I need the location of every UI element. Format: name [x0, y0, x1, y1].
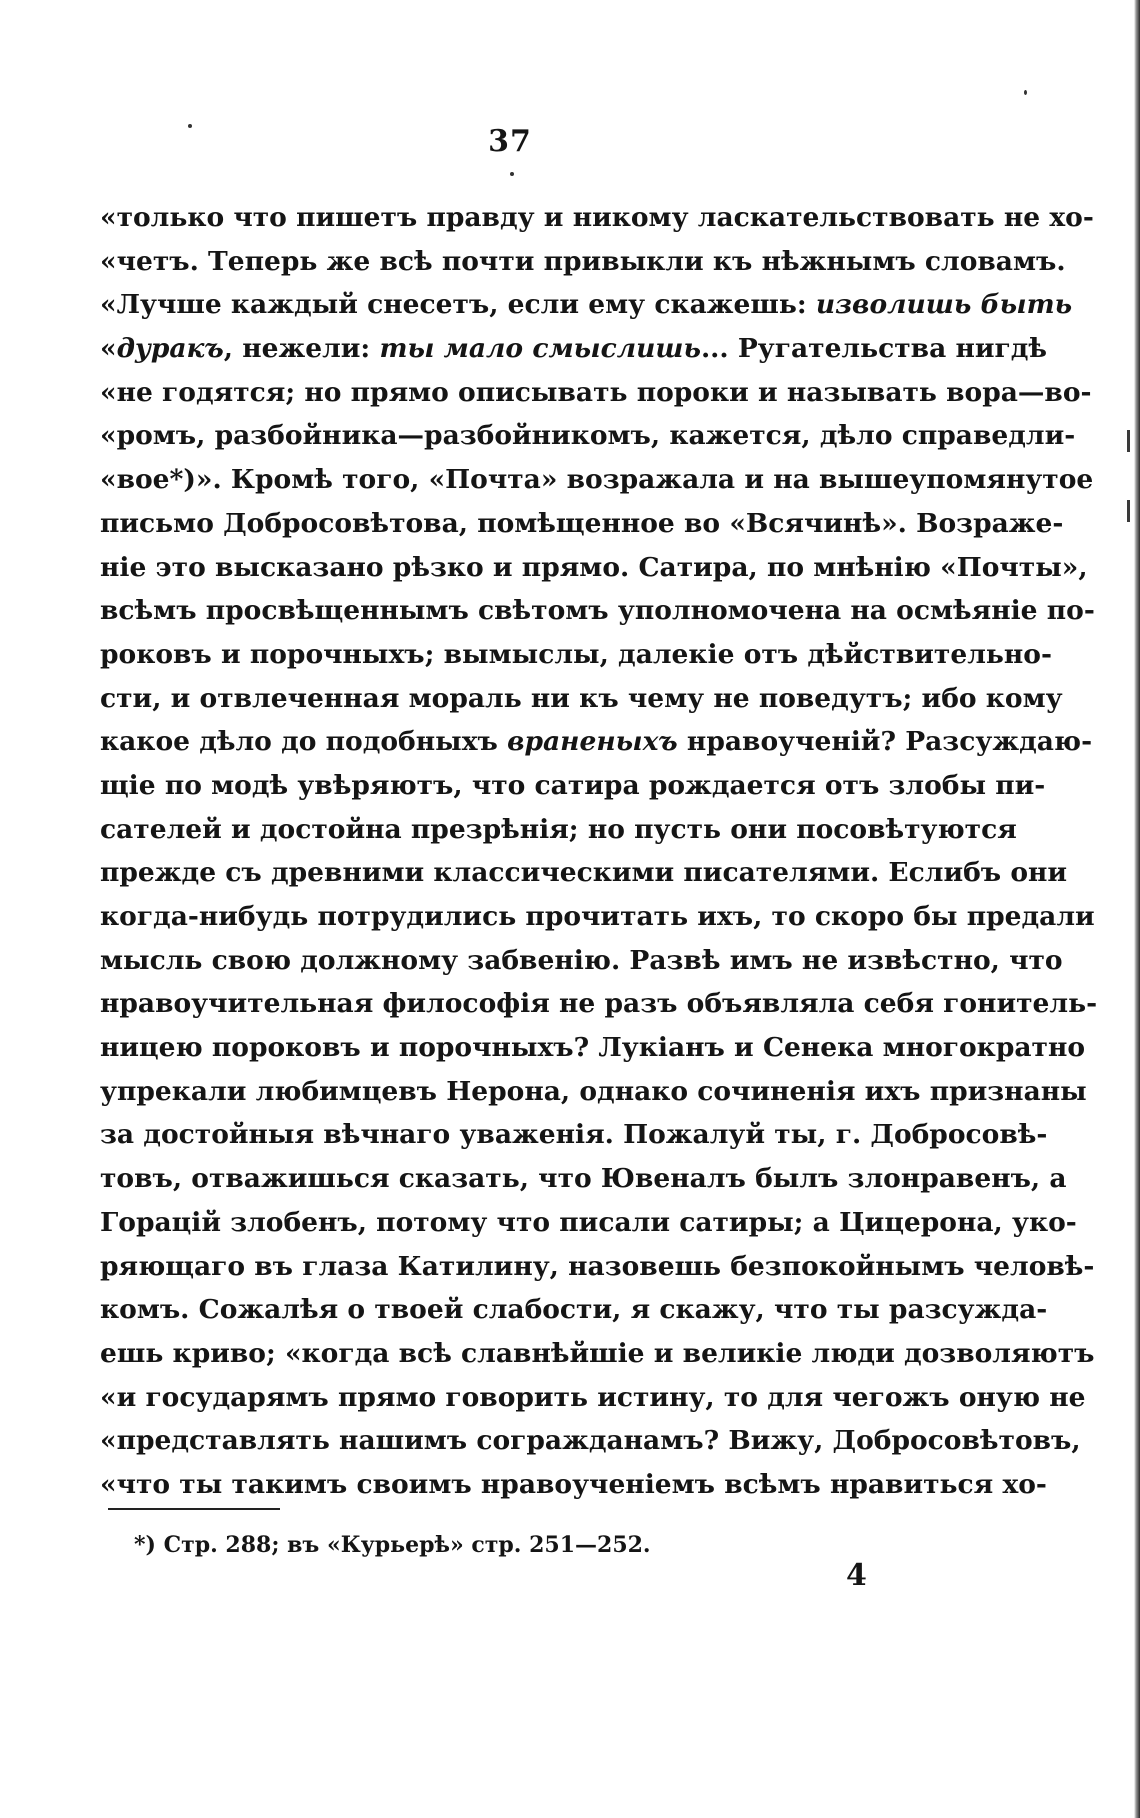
italic-text: дуракъ [116, 333, 224, 365]
text-line [100, 546, 1088, 590]
margin-mark [1127, 500, 1130, 522]
text-segment: прежде съ древними классическими писателями. Еслибъ они [100, 857, 1068, 889]
text-segment: всѣмъ просвѣщеннымъ свѣтомъ уполномочена на осмѣяніе по- [100, 595, 1095, 627]
text-segment: мысль свою должному забвенію. Развѣ имъ не извѣстно, что [100, 944, 1063, 976]
text-line [100, 1288, 1048, 1332]
text-segment: роковъ и порочныхъ; вымыслы, далекіе отъ дѣйствительно- [100, 638, 1052, 670]
text-line [100, 764, 1046, 808]
text-line [100, 1026, 1086, 1070]
text-line [100, 1463, 1047, 1507]
text-line [100, 895, 1095, 939]
text-segment: какое дѣло до подобныхъ [100, 726, 508, 758]
text-segment: «вое*)». Кромѣ того, «Почта» возражала и на вышеупомянутое [100, 464, 1094, 496]
text-line [100, 851, 1068, 895]
text-line [100, 1113, 1048, 1157]
text-line [100, 1070, 1087, 1114]
text-segment: «что ты такимъ своимъ нравоученіемъ всѣмъ нравиться хо- [100, 1468, 1047, 1500]
text-line [100, 1419, 1081, 1463]
text-segment: «и государямъ прямо говорить истину, то для чегожъ оную не [100, 1381, 1086, 1413]
page-number: 37 [488, 124, 532, 159]
text-line [100, 1376, 1086, 1420]
italic-text: враненыхъ [507, 726, 678, 758]
text-segment: сти, и отвлеченная мораль ни къ чему не поведутъ; ибо кому [100, 682, 1063, 714]
text-segment: письмо Добросовѣтова, помѣщенное во «Всячинѣ». Возраже- [100, 507, 1064, 539]
text-line [100, 939, 1063, 983]
text-line [100, 589, 1095, 633]
text-segment: комъ. Сожалѣя о твоей слабости, я скажу, что ты разсужда- [100, 1294, 1048, 1326]
text-segment: упрекали любимцевъ Нерона, однако сочиненія ихъ признаны [100, 1075, 1087, 1107]
text-line [100, 1157, 1067, 1201]
text-segment: «четъ. Теперь же всѣ почти привыкли къ нѣжнымъ словамъ. [100, 245, 1066, 277]
text-line [100, 720, 1093, 764]
text-segment: ешь криво; «когда всѣ славнѣйшіе и великіе люди дозволяютъ [100, 1337, 1095, 1369]
text-segment: «представлять нашимъ согражданамъ? Вижу, Добросовѣтовъ, [100, 1425, 1081, 1457]
text-segment: сателей и достойна презрѣнія; но пусть они посовѣтуются [100, 813, 1017, 845]
text-line [100, 633, 1052, 677]
text-line [100, 1245, 1095, 1289]
text-line [100, 327, 1048, 371]
text-segment: ряющаго въ глаза Катилину, назовешь безпокойнымъ человѣ- [100, 1250, 1095, 1282]
text-line [100, 1332, 1095, 1376]
text-line [100, 196, 1094, 240]
text-line [100, 283, 1073, 327]
text-segment: « [100, 333, 117, 365]
page-binding-edge [1134, 0, 1140, 1818]
footnote: *) Стр. 288; въ «Курьерѣ» стр. 251—252. [134, 1532, 651, 1558]
margin-mark [1127, 430, 1130, 452]
text-segment: когда-нибудь потрудились прочитать ихъ, то скоро бы предали [100, 901, 1095, 932]
ink-speck [1024, 90, 1027, 95]
text-segment: щіе по модѣ увѣряютъ, что сатира рождается отъ злобы пи- [100, 769, 1046, 801]
text-segment: «не годятся; но прямо описывать пороки и называть вора—во- [100, 376, 1092, 408]
text-line [100, 414, 1076, 458]
body-text [100, 196, 1098, 1507]
text-line [100, 371, 1092, 415]
text-segment: «Лучше каждый снесетъ, если ему скажешь: [100, 289, 816, 321]
text-segment: ... Ругательства нигдѣ [700, 333, 1048, 365]
text-line [100, 982, 1098, 1026]
text-segment: Горацій злобенъ, потому что писали сатиры; а Цицерона, уко- [100, 1206, 1077, 1238]
text-segment: «ромъ, разбойника—разбойникомъ, кажется, дѣло справедли- [100, 420, 1076, 452]
ink-speck [510, 172, 514, 176]
text-segment: ницею пороковъ и порочныхъ? Лукіанъ и Сенека многократно [100, 1032, 1086, 1064]
text-line [100, 677, 1063, 721]
text-line [100, 1201, 1077, 1245]
italic-text: ты мало смыслишь [379, 333, 701, 365]
text-segment: , нежели: [223, 333, 380, 365]
italic-text: изволишь быть [815, 289, 1073, 321]
text-segment: ніе это высказано рѣзко и прямо. Сатира, по мнѣнію «Почты», [100, 551, 1088, 583]
text-segment: за достойныя вѣчнаго уваженія. Пожалуй ты, г. Добросовѣ- [100, 1119, 1048, 1151]
text-line [100, 458, 1094, 502]
footnote-rule [108, 1508, 280, 1510]
text-segment: нравоученій? Разсуждаю- [677, 726, 1093, 758]
text-segment: нравоучительная философія не разъ объявляла себя гонитель- [100, 988, 1098, 1020]
text-line [100, 502, 1064, 546]
text-segment: товъ, отважишься сказать, что Ювеналъ былъ злонравенъ, а [100, 1163, 1067, 1195]
text-line [100, 240, 1066, 284]
text-line [100, 808, 1017, 852]
text-segment: «только что пишетъ правду и никому ласкательствовать не хо- [100, 202, 1094, 233]
signature-mark: 4 [846, 1558, 867, 1593]
